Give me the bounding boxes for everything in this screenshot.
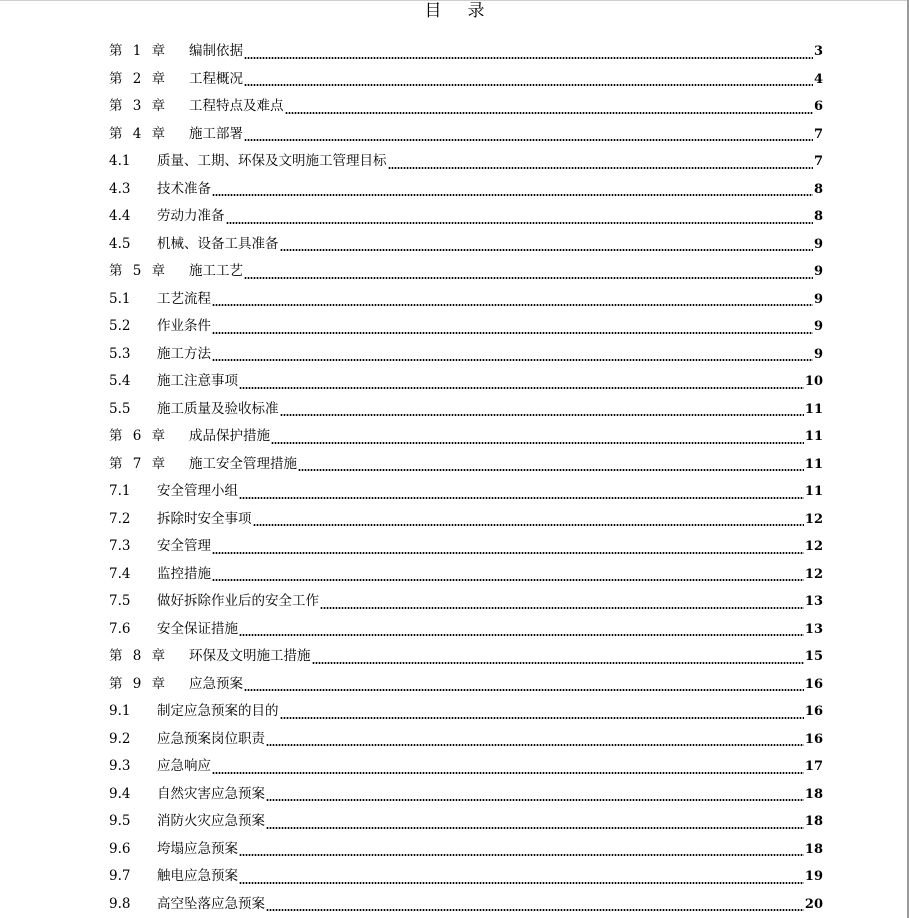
dot-leader bbox=[239, 497, 804, 499]
toc-entry[interactable] bbox=[109, 533, 823, 561]
toc-entry-page-number: 8 bbox=[813, 209, 823, 224]
toc-list bbox=[109, 38, 823, 918]
dot-leader bbox=[271, 442, 804, 444]
toc-entry[interactable] bbox=[109, 148, 823, 176]
dot-leader bbox=[244, 689, 804, 691]
toc-entry[interactable] bbox=[109, 891, 823, 918]
dot-leader bbox=[239, 387, 804, 389]
toc-entry[interactable] bbox=[109, 671, 823, 699]
dot-leader bbox=[226, 222, 813, 224]
toc-entry-number: 5.1 bbox=[109, 290, 131, 307]
toc-entry-number: 9.5 bbox=[109, 813, 131, 829]
dot-leader bbox=[320, 607, 804, 609]
toc-entry[interactable] bbox=[109, 863, 823, 891]
toc-entry-title: 安全管理小组 bbox=[157, 483, 238, 499]
toc-entry-number: 4.3 bbox=[109, 180, 131, 197]
toc-entry-title: 编制依据 bbox=[189, 43, 243, 59]
toc-entry-page-number: 12 bbox=[804, 511, 823, 527]
dot-leader bbox=[212, 304, 813, 306]
toc-entry-page-number: 12 bbox=[804, 566, 823, 582]
toc-entry-number: 9.7 bbox=[109, 868, 131, 884]
toc-entry-title: 工程概况 bbox=[189, 70, 243, 87]
dot-leader bbox=[280, 717, 804, 719]
dot-leader bbox=[212, 194, 813, 196]
dot-leader bbox=[280, 414, 804, 416]
toc-entry-number: 第 4 章 bbox=[109, 125, 169, 142]
toc-entry-title: 监控措施 bbox=[157, 565, 211, 582]
toc-entry[interactable] bbox=[109, 643, 823, 671]
toc-entry-number: 第 5 章 bbox=[109, 263, 169, 279]
toc-entry-title: 质量、工期、环保及文明施工管理目标 bbox=[157, 153, 387, 169]
toc-entry-title: 应急预案 bbox=[189, 675, 243, 692]
toc-entry-number: 第 8 章 bbox=[109, 648, 169, 664]
toc-entry-page-number: 11 bbox=[804, 401, 823, 417]
toc-entry[interactable] bbox=[109, 176, 823, 204]
toc-entry-page-number: 9 bbox=[813, 346, 823, 362]
toc-entry-title: 高空坠落应急预案 bbox=[157, 895, 265, 912]
toc-entry-number: 7.1 bbox=[109, 483, 131, 499]
toc-entry[interactable] bbox=[109, 836, 823, 864]
toc-entry-number: 5.2 bbox=[109, 318, 131, 334]
toc-entry-title: 工艺流程 bbox=[157, 290, 211, 307]
toc-entry[interactable] bbox=[109, 726, 823, 754]
toc-entry-page-number: 17 bbox=[804, 759, 823, 774]
toc-entry-page-number: 4 bbox=[813, 71, 823, 87]
dot-leader bbox=[298, 469, 804, 471]
dot-leader bbox=[212, 552, 804, 554]
toc-title: 目录 bbox=[424, 1, 511, 21]
toc-entry[interactable] bbox=[109, 313, 823, 341]
dot-leader bbox=[266, 827, 804, 829]
toc-entry-title: 施工安全管理措施 bbox=[189, 455, 297, 472]
dot-leader bbox=[239, 882, 804, 884]
toc-entry[interactable] bbox=[109, 258, 823, 286]
toc-entry[interactable] bbox=[109, 396, 823, 424]
toc-entry-number: 7.3 bbox=[109, 538, 131, 554]
dot-leader bbox=[244, 84, 813, 86]
dot-leader bbox=[280, 249, 813, 251]
dot-leader bbox=[388, 167, 813, 169]
dot-leader bbox=[212, 359, 813, 361]
toc-entry-title: 安全管理 bbox=[157, 538, 211, 554]
dot-leader bbox=[212, 772, 804, 774]
toc-entry-page-number: 9 bbox=[813, 236, 823, 252]
toc-entry-title: 施工部署 bbox=[189, 125, 243, 142]
toc-entry-title: 施工注意事项 bbox=[157, 373, 238, 389]
toc-entry[interactable] bbox=[109, 231, 823, 259]
dot-leader bbox=[212, 579, 804, 581]
toc-entry-page-number: 9 bbox=[813, 264, 823, 279]
toc-entry-number: 9.3 bbox=[109, 758, 131, 774]
toc-entry-title: 成品保护措施 bbox=[189, 428, 270, 444]
toc-entry-number: 7.4 bbox=[109, 565, 131, 582]
toc-entry-page-number: 7 bbox=[813, 126, 823, 142]
dot-leader bbox=[212, 332, 813, 334]
toc-entry[interactable] bbox=[109, 808, 823, 836]
dot-leader bbox=[244, 139, 813, 141]
toc-entry-title: 劳动力准备 bbox=[157, 208, 225, 224]
toc-entry[interactable] bbox=[109, 561, 823, 589]
toc-entry-title: 自然灾害应急预案 bbox=[157, 785, 265, 802]
toc-entry-title: 安全保证措施 bbox=[157, 620, 238, 637]
toc-entry-number: 7.2 bbox=[109, 510, 131, 527]
toc-entry-page-number: 10 bbox=[804, 374, 823, 389]
toc-entry[interactable] bbox=[109, 286, 823, 314]
toc-entry-number: 第 2 章 bbox=[109, 70, 169, 87]
toc-entry-page-number: 15 bbox=[804, 649, 823, 664]
toc-entry-title: 拆除时安全事项 bbox=[157, 510, 252, 527]
dot-leader bbox=[312, 662, 804, 664]
toc-entry-number: 9.6 bbox=[109, 840, 131, 857]
toc-entry-number: 7.5 bbox=[109, 593, 131, 609]
toc-entry-title: 施工质量及验收标准 bbox=[157, 400, 279, 417]
dot-leader bbox=[266, 909, 804, 911]
toc-entry-page-number: 11 bbox=[804, 429, 823, 444]
toc-entry[interactable] bbox=[109, 781, 823, 809]
dot-leader bbox=[285, 112, 813, 114]
toc-entry-page-number: 16 bbox=[804, 704, 823, 719]
toc-entry[interactable] bbox=[109, 203, 823, 231]
toc-entry-title: 消防火灾应急预案 bbox=[157, 813, 265, 829]
toc-entry[interactable] bbox=[109, 698, 823, 726]
toc-entry[interactable] bbox=[109, 616, 823, 644]
toc-entry-title: 触电应急预案 bbox=[157, 868, 238, 884]
toc-entry-page-number: 6 bbox=[813, 99, 823, 114]
toc-entry[interactable] bbox=[109, 341, 823, 369]
dot-leader bbox=[244, 277, 813, 279]
dot-leader bbox=[239, 634, 804, 636]
toc-entry-page-number: 19 bbox=[804, 869, 823, 884]
toc-entry-number: 5.4 bbox=[109, 373, 131, 389]
toc-entry-number: 4.4 bbox=[109, 208, 131, 224]
toc-entry-page-number: 13 bbox=[804, 594, 823, 609]
toc-entry-page-number: 16 bbox=[804, 676, 823, 692]
toc-entry[interactable] bbox=[109, 753, 823, 781]
toc-entry-page-number: 12 bbox=[804, 539, 823, 554]
toc-entry-number: 7.6 bbox=[109, 620, 131, 637]
toc-entry-page-number: 18 bbox=[804, 841, 823, 857]
toc-entry-page-number: 18 bbox=[804, 786, 823, 802]
toc-entry-number: 9.1 bbox=[109, 703, 131, 719]
toc-entry-page-number: 18 bbox=[804, 814, 823, 829]
toc-entry-title: 应急预案岗位职责 bbox=[157, 730, 265, 747]
toc-entry-page-number: 9 bbox=[813, 291, 823, 307]
toc-entry[interactable] bbox=[109, 478, 823, 506]
toc-entry-title: 应急响应 bbox=[157, 758, 211, 774]
toc-entry-title: 机械、设备工具准备 bbox=[157, 235, 279, 252]
toc-entry-number: 第 7 章 bbox=[109, 455, 169, 472]
toc-entry[interactable] bbox=[109, 66, 823, 94]
toc-entry-title: 施工工艺 bbox=[189, 263, 243, 279]
toc-entry[interactable] bbox=[109, 368, 823, 396]
dot-leader bbox=[239, 854, 804, 856]
toc-entry-number: 4.1 bbox=[109, 153, 131, 169]
toc-entry[interactable] bbox=[109, 451, 823, 479]
toc-entry-page-number: 8 bbox=[813, 181, 823, 197]
toc-entry-title: 垮塌应急预案 bbox=[157, 840, 238, 857]
toc-entry-title: 做好拆除作业后的安全工作 bbox=[157, 593, 319, 609]
toc-entry-number: 9.8 bbox=[109, 895, 131, 912]
toc-entry-title: 技术准备 bbox=[157, 180, 211, 197]
toc-entry-number: 5.3 bbox=[109, 345, 131, 362]
toc-entry-title: 制定应急预案的目的 bbox=[157, 703, 279, 719]
dot-leader bbox=[244, 57, 813, 59]
dot-leader bbox=[266, 744, 804, 746]
toc-entry-number: 4.5 bbox=[109, 235, 131, 252]
toc-entry-number: 第 3 章 bbox=[109, 98, 169, 114]
toc-entry-page-number: 13 bbox=[804, 621, 823, 637]
toc-entry[interactable] bbox=[109, 588, 823, 616]
toc-entry[interactable] bbox=[109, 38, 823, 66]
toc-entry[interactable] bbox=[109, 93, 823, 121]
toc-entry-number: 9.2 bbox=[109, 730, 131, 747]
toc-entry-page-number: 11 bbox=[804, 456, 823, 472]
toc-entry-page-number: 11 bbox=[804, 484, 823, 499]
toc-entry-number: 第 6 章 bbox=[109, 428, 169, 444]
toc-entry-page-number: 3 bbox=[813, 44, 823, 59]
toc-entry-title: 环保及文明施工措施 bbox=[189, 648, 311, 664]
toc-entry[interactable] bbox=[109, 423, 823, 451]
dot-leader bbox=[266, 799, 804, 801]
toc-entry[interactable] bbox=[109, 506, 823, 534]
toc-entry-number: 5.5 bbox=[109, 400, 131, 417]
toc-entry-title: 施工方法 bbox=[157, 345, 211, 362]
toc-entry-number: 第 9 章 bbox=[109, 675, 169, 692]
toc-entry-title: 工程特点及难点 bbox=[189, 98, 284, 114]
toc-entry-title: 作业条件 bbox=[157, 318, 211, 334]
toc-entry[interactable] bbox=[109, 121, 823, 149]
toc-entry-number: 9.4 bbox=[109, 785, 131, 802]
toc-entry-page-number: 7 bbox=[813, 154, 823, 169]
toc-entry-number: 第 1 章 bbox=[109, 43, 169, 59]
toc-entry-page-number: 16 bbox=[804, 731, 823, 747]
dot-leader bbox=[253, 524, 804, 526]
toc-entry-page-number: 9 bbox=[813, 319, 823, 334]
toc-entry-page-number: 20 bbox=[804, 896, 823, 912]
